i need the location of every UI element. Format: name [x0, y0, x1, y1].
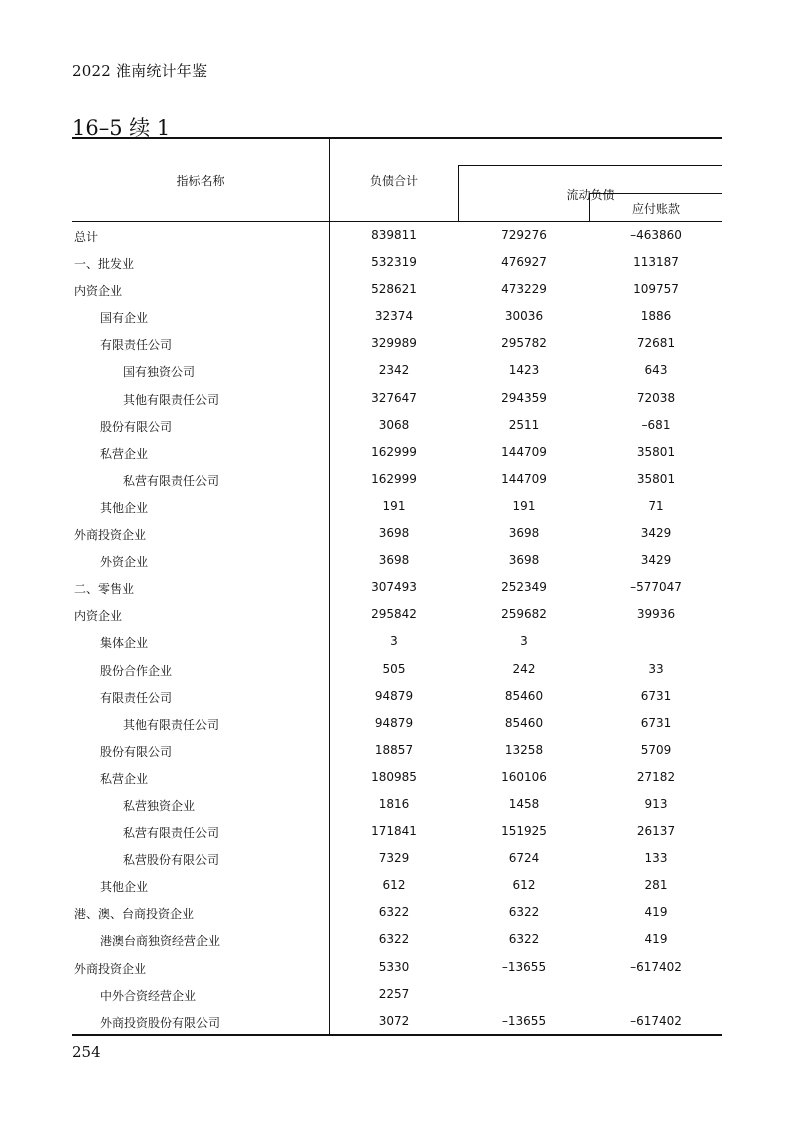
current-liabilities-cell: 160106	[501, 769, 547, 784]
accounts-payable-cell: 72038	[636, 390, 676, 405]
row-name-cell: 外商投资企业	[74, 528, 147, 543]
total-liabilities-cell: 612	[382, 878, 406, 893]
row-name-cell: 私营企业	[100, 446, 149, 461]
total-liabilities-cell: 327647	[371, 390, 417, 405]
accounts-payable-cell: 1886	[640, 309, 672, 324]
current-liabilities-cell: 3698	[508, 526, 540, 541]
row-name-cell: 一、批发业	[74, 257, 135, 272]
total-liabilities-cell: 2257	[378, 986, 410, 1001]
accounts-payable-cell: 35801	[636, 471, 676, 486]
row-name-cell: 股份有限公司	[100, 419, 173, 434]
row-name-cell: 国有企业	[100, 311, 149, 326]
table-row	[72, 601, 722, 628]
total-liabilities-cell: 94879	[374, 688, 414, 703]
accounts-payable-cell: –617402	[630, 1013, 682, 1028]
table-row	[72, 303, 722, 330]
table-row	[72, 628, 722, 655]
current-liabilities-cell: 30036	[504, 309, 544, 324]
total-liabilities-cell: 6322	[378, 905, 410, 920]
total-liabilities-cell: 3068	[378, 417, 410, 432]
accounts-payable-cell: 643	[644, 363, 668, 378]
total-liabilities-cell: 532319	[371, 255, 417, 270]
total-liabilities-cell: 94879	[374, 715, 414, 730]
table-row	[72, 574, 722, 601]
row-name-cell: 中外合资经营企业	[100, 988, 197, 1003]
column-header-accounts-payable: 应付账款	[631, 202, 680, 216]
book-title: 2022 淮南统计年鉴	[72, 62, 208, 80]
accounts-payable-cell: 133	[644, 851, 668, 866]
total-liabilities-cell: 528621	[371, 282, 417, 297]
accounts-payable-cell: 33	[648, 661, 664, 676]
accounts-payable-cell: 913	[644, 796, 668, 811]
column-header-current-liabilities: 流动负债	[566, 188, 615, 202]
current-liabilities-cell: 2511	[508, 417, 540, 432]
current-liabilities-cell: –13655	[501, 959, 547, 974]
current-liabilities-cell: 6322	[508, 905, 540, 920]
row-name-cell: 港、澳、台商投资企业	[74, 907, 195, 922]
row-name-cell: 股份有限公司	[100, 744, 173, 759]
accounts-payable-cell: 419	[644, 905, 668, 920]
current-liabilities-cell: 13258	[504, 742, 544, 757]
table-row	[72, 791, 722, 818]
current-liabilities-cell: 1423	[508, 363, 540, 378]
total-liabilities-cell: 32374	[374, 309, 414, 324]
current-liabilities-cell: 6724	[508, 851, 540, 866]
header-rule-flow	[458, 165, 722, 166]
row-name-cell: 二、零售业	[74, 582, 135, 597]
table-row	[72, 276, 722, 303]
table-row	[72, 466, 722, 493]
table-row	[72, 899, 722, 926]
accounts-payable-cell: 6731	[640, 688, 672, 703]
table-row	[72, 222, 722, 249]
table-row	[72, 520, 722, 547]
current-liabilities-cell: 729276	[501, 228, 547, 242]
row-name-cell: 国有独资公司	[123, 365, 196, 380]
table-row	[72, 493, 722, 520]
table-row	[72, 1008, 722, 1035]
table-row	[72, 357, 722, 384]
table-row	[72, 954, 722, 981]
current-liabilities-cell: 242	[512, 661, 536, 676]
row-name-cell: 其他企业	[100, 500, 149, 515]
accounts-payable-cell: 109757	[633, 282, 679, 297]
row-name-cell: 有限责任公司	[100, 690, 173, 705]
row-name-cell: 私营有限责任公司	[123, 826, 220, 841]
total-liabilities-cell: 2342	[378, 363, 410, 378]
total-liabilities-cell: 171841	[371, 824, 417, 839]
row-name-cell: 外商投资企业	[74, 961, 147, 976]
row-name-cell: 内资企业	[74, 609, 123, 624]
table-top-rule	[72, 137, 722, 139]
table-row	[72, 547, 722, 574]
total-liabilities-cell: 7329	[378, 851, 410, 866]
current-liabilities-cell: 1458	[508, 796, 540, 811]
row-name-cell: 私营独资企业	[123, 798, 196, 813]
current-liabilities-cell: 3698	[508, 553, 540, 568]
current-liabilities-cell: 295782	[501, 336, 547, 351]
total-liabilities-cell: 18857	[374, 742, 414, 757]
current-liabilities-cell: 151925	[501, 824, 547, 839]
accounts-payable-cell: 35801	[636, 444, 676, 459]
current-liabilities-cell: 612	[512, 878, 536, 893]
current-liabilities-cell: 476927	[501, 255, 547, 270]
accounts-payable-cell: 113187	[633, 255, 679, 270]
table-row	[72, 872, 722, 899]
current-liabilities-cell: 191	[512, 498, 536, 513]
current-liabilities-cell: 144709	[501, 471, 547, 486]
total-liabilities-cell: 1816	[378, 796, 410, 811]
total-liabilities-cell: 3698	[378, 553, 410, 568]
accounts-payable-cell: –577047	[630, 580, 682, 595]
total-liabilities-cell: 505	[382, 661, 406, 676]
table-row	[72, 845, 722, 872]
table-row	[72, 926, 722, 953]
column-header-total-liabilities: 负债合计	[369, 174, 418, 188]
total-liabilities-cell: 3698	[378, 526, 410, 541]
row-name-cell: 内资企业	[74, 284, 123, 299]
page-number: 254	[72, 1043, 101, 1061]
current-liabilities-cell: 294359	[501, 390, 547, 405]
total-liabilities-cell: 839811	[371, 228, 417, 242]
accounts-payable-cell: 419	[644, 932, 668, 947]
total-liabilities-cell: 191	[382, 498, 406, 513]
table-row	[72, 385, 722, 412]
current-liabilities-cell: 85460	[504, 688, 544, 703]
total-liabilities-cell: 180985	[371, 769, 417, 784]
row-name-cell: 私营企业	[100, 771, 149, 786]
accounts-payable-cell: –681	[641, 417, 671, 432]
total-liabilities-cell: 295842	[371, 607, 417, 622]
accounts-payable-cell: 281	[644, 878, 668, 893]
row-name-cell: 股份合作企业	[100, 663, 173, 678]
table-bottom-rule	[72, 1034, 722, 1036]
accounts-payable-cell: –617402	[630, 959, 682, 974]
accounts-payable-cell: 26137	[636, 824, 676, 839]
table-row	[72, 683, 722, 710]
row-name-cell: 有限责任公司	[100, 338, 173, 353]
table-row	[72, 764, 722, 791]
table-row	[72, 981, 722, 1008]
table-row	[72, 412, 722, 439]
table-row	[72, 439, 722, 466]
table-row	[72, 710, 722, 737]
column-header-name: 指标名称	[176, 174, 225, 188]
row-name-cell: 外商投资股份有限公司	[100, 1015, 221, 1030]
total-liabilities-cell: 162999	[371, 471, 417, 486]
accounts-payable-cell: 3429	[640, 526, 672, 541]
accounts-payable-cell: 3429	[640, 553, 672, 568]
current-liabilities-cell: 473229	[501, 282, 547, 297]
table-row	[72, 818, 722, 845]
current-liabilities-cell: 3	[520, 634, 528, 649]
current-liabilities-cell: 144709	[501, 444, 547, 459]
total-liabilities-cell: 5330	[378, 959, 410, 974]
total-liabilities-cell: 3072	[378, 1013, 410, 1028]
row-name-cell: 港澳台商独资经营企业	[100, 934, 221, 949]
table-row	[72, 737, 722, 764]
table-body	[72, 222, 722, 1035]
table-row	[72, 249, 722, 276]
row-name-cell: 其他有限责任公司	[123, 717, 220, 732]
accounts-payable-cell: 6731	[640, 715, 672, 730]
current-liabilities-cell: 6322	[508, 932, 540, 947]
accounts-payable-cell: 5709	[640, 742, 672, 757]
row-name-cell: 总计	[74, 230, 99, 244]
current-liabilities-cell: 252349	[501, 580, 547, 595]
total-liabilities-cell: 3	[390, 634, 398, 649]
row-name-cell: 其他企业	[100, 880, 149, 895]
current-liabilities-cell: 259682	[501, 607, 547, 622]
accounts-payable-cell: 27182	[636, 769, 676, 784]
total-liabilities-cell: 162999	[371, 444, 417, 459]
accounts-payable-cell: 72681	[636, 336, 676, 351]
row-name-cell: 私营股份有限公司	[123, 853, 220, 868]
current-liabilities-cell: 85460	[504, 715, 544, 730]
total-liabilities-cell: 329989	[371, 336, 417, 351]
row-name-cell: 其他有限责任公司	[123, 392, 220, 407]
total-liabilities-cell: 307493	[371, 580, 417, 595]
accounts-payable-cell: 39936	[636, 607, 676, 622]
table-number: 16–5 续 1	[72, 116, 171, 140]
row-name-cell: 私营有限责任公司	[123, 473, 220, 488]
accounts-payable-cell: –463860	[630, 228, 682, 242]
accounts-payable-cell: 71	[648, 498, 664, 513]
total-liabilities-cell: 6322	[378, 932, 410, 947]
current-liabilities-cell: –13655	[501, 1013, 547, 1028]
row-name-cell: 外资企业	[100, 555, 149, 570]
table-row	[72, 330, 722, 357]
row-name-cell: 集体企业	[100, 636, 149, 651]
table-row	[72, 656, 722, 683]
